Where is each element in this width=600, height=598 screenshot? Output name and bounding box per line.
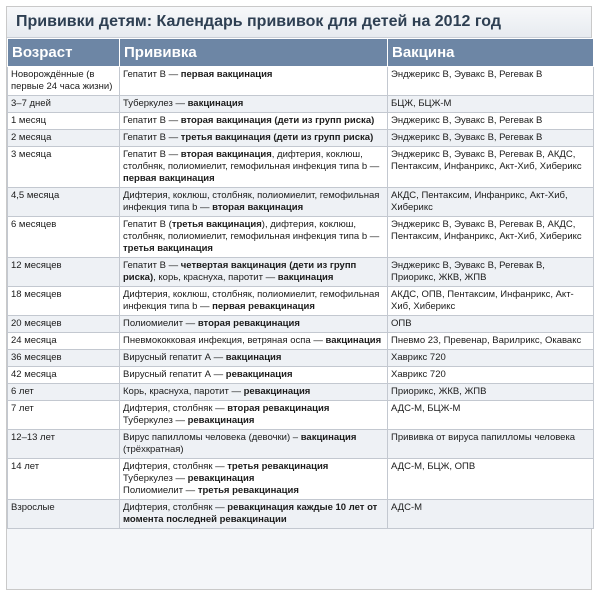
cell-vaccine: Энджерикс В, Эувакс В, Регевак В, АКДС, Пентаксим, Инфанрикс, Акт-Хиб, Хиберикс — [388, 217, 594, 258]
cell-vaccine: ОПВ — [388, 316, 594, 333]
table-row — [8, 113, 594, 130]
column-header-vaccine: Вакцина — [388, 39, 594, 67]
vaccination-stage: первая ревакцинация — [212, 301, 315, 312]
cell-age: 42 месяца — [8, 367, 120, 384]
table-row — [8, 147, 594, 188]
table-row — [8, 67, 594, 96]
cell-age: 18 месяцев — [8, 287, 120, 316]
cell-vaccination: Дифтерия, коклюш, столбняк, полиомиелит, гемофильная инфекция типа b — вторая вакцинация — [120, 188, 388, 217]
cell-vaccine: АКДС, Пентаксим, Инфанрикс, Акт-Хиб, Хиберикс — [388, 188, 594, 217]
table-row — [8, 500, 594, 529]
cell-vaccination: Гепатит B (третья вакцинация), дифтерия, коклюш, столбняк, полиомиелит, гемофильная инфекция типа b — третья вакцинация — [120, 217, 388, 258]
vaccination-stage: вторая ревакцинация — [227, 403, 330, 414]
table-row — [8, 96, 594, 113]
cell-vaccination: Полиомиелит — вторая ревакцинация — [120, 316, 388, 333]
cell-age: 3 месяца — [8, 147, 120, 188]
cell-age: 14 лет — [8, 459, 120, 500]
cell-age: 24 месяца — [8, 333, 120, 350]
cell-vaccine: Хаврикс 720 — [388, 350, 594, 367]
vaccination-stage: ревакцинация — [187, 415, 255, 426]
cell-age: 1 месяц — [8, 113, 120, 130]
cell-vaccine: БЦЖ, БЦЖ-М — [388, 96, 594, 113]
table-row — [8, 130, 594, 147]
table-row — [8, 459, 594, 500]
cell-age: 6 месяцев — [8, 217, 120, 258]
table-row — [8, 401, 594, 430]
cell-vaccine: Энджерикс В, Эувакс В, Регевак В, Приорикс, ЖКВ, ЖПВ — [388, 258, 594, 287]
cell-vaccination: Вирусный гепатит А — ревакцинация — [120, 367, 388, 384]
cell-vaccination: Дифтерия, столбняк — вторая ревакцинация Туберкулез — ревакцинация — [120, 401, 388, 430]
cell-vaccine: АДС-М, БЦЖ-М — [388, 401, 594, 430]
vaccination-stage: ревакцинация каждые 10 лет от момента последней ревакцинации — [123, 502, 378, 525]
vaccination-stage: третья ревакцинация — [227, 461, 329, 472]
vaccination-stage: вакцинация — [325, 335, 382, 346]
vaccination-stage: вакцинация — [225, 352, 282, 363]
cell-age: 7 лет — [8, 401, 120, 430]
cell-vaccination: Вирусный гепатит А — вакцинация — [120, 350, 388, 367]
cell-vaccination: Гепатит B — вторая вакцинация, дифтерия, коклюш, столбняк, полиомиелит, гемофильная инфекция типа b — первая вакцинация — [120, 147, 388, 188]
cell-vaccination: Дифтерия, столбняк — третья ревакцинация Туберкулез — ревакцинация Полиомиелит — третья ревакцинация — [120, 459, 388, 500]
column-header-age: Возраст — [8, 39, 120, 67]
vaccination-stage: первая вакцинация — [180, 69, 273, 80]
vaccination-stage: первая вакцинация — [123, 173, 215, 184]
vaccination-stage: ревакцинация — [187, 473, 255, 484]
cell-vaccination: Гепатит B — третья вакцинация (дети из групп риска) — [120, 130, 388, 147]
vaccination-calendar — [6, 6, 592, 590]
table-row — [8, 188, 594, 217]
page-title: Прививки детям: Календарь прививок для детей на 2012 год — [7, 7, 591, 38]
cell-age: 20 месяцев — [8, 316, 120, 333]
cell-vaccination: Корь, краснуха, паротит — ревакцинация — [120, 384, 388, 401]
cell-vaccination: Гепатит B — вторая вакцинация (дети из групп риска) — [120, 113, 388, 130]
cell-vaccination: Туберкулез — вакцинация — [120, 96, 388, 113]
vaccination-stage: вторая вакцинация — [212, 202, 304, 213]
table-row — [8, 316, 594, 333]
cell-vaccine: Хаврикс 720 — [388, 367, 594, 384]
cell-vaccine: Энджерикс В, Эувакс В, Регевак В — [388, 67, 594, 96]
vaccination-stage: вторая вакцинация (дети из групп риска) — [180, 115, 375, 126]
table-body — [8, 67, 594, 529]
vaccination-stage: третья ревакцинация — [197, 485, 299, 496]
column-header-vaccination: Прививка — [120, 39, 388, 67]
table-header-row — [8, 39, 594, 67]
cell-age: Новорождённые (в первые 24 часа жизни) — [8, 67, 120, 96]
table-row — [8, 333, 594, 350]
vaccination-stage: третья вакцинация — [123, 243, 213, 254]
cell-vaccine: Пневмо 23, Превенар, Варилрикс, Окавакс — [388, 333, 594, 350]
cell-age: 12–13 лет — [8, 430, 120, 459]
table-row — [8, 367, 594, 384]
cell-vaccination: Пневмококковая инфекция, ветряная оспа — вакцинация — [120, 333, 388, 350]
cell-vaccination: Дифтерия, столбняк — ревакцинация каждые 10 лет от момента последней ревакцинации — [120, 500, 388, 529]
vaccination-stage: четвертая вакцинация (дети из групп риска) — [123, 260, 357, 283]
cell-vaccination: Дифтерия, коклюш, столбняк, полиомиелит, гемофильная инфекция типа b — первая ревакцинация — [120, 287, 388, 316]
table-row — [8, 384, 594, 401]
cell-age: 3–7 дней — [8, 96, 120, 113]
table-row — [8, 258, 594, 287]
cell-age: 36 месяцев — [8, 350, 120, 367]
vaccination-stage: вакцинация — [300, 432, 357, 443]
vaccination-stage: вторая ревакцинация — [197, 318, 300, 329]
cell-vaccination: Гепатит B — первая вакцинация — [120, 67, 388, 96]
cell-vaccination: Гепатит B — четвертая вакцинация (дети из групп риска), корь, краснуха, паротит — вакцинация — [120, 258, 388, 287]
cell-age: 6 лет — [8, 384, 120, 401]
cell-vaccine: АКДС, ОПВ, Пентаксим, Инфанрикс, Акт-Хиб, Хиберикс — [388, 287, 594, 316]
table-row — [8, 287, 594, 316]
cell-age: 4,5 месяца — [8, 188, 120, 217]
cell-vaccine: АДС-М — [388, 500, 594, 529]
cell-vaccine: Энджерикс В, Эувакс В, Регевак В, АКДС, Пентаксим, Инфанрикс, Акт-Хиб, Хиберикс — [388, 147, 594, 188]
vaccination-table — [7, 38, 594, 529]
vaccination-stage: вакцинация — [187, 98, 244, 109]
cell-vaccine: Энджерикс В, Эувакс В, Регевак В — [388, 113, 594, 130]
vaccination-stage: третья вакцинация (дети из групп риска) — [180, 132, 374, 143]
cell-age: Взрослые — [8, 500, 120, 529]
cell-vaccine: Прививка от вируса папилломы человека — [388, 430, 594, 459]
vaccination-stage: третья вакцинация — [171, 219, 262, 230]
cell-vaccine: АДС-М, БЦЖ, ОПВ — [388, 459, 594, 500]
table-row — [8, 217, 594, 258]
cell-vaccine: Приорикс, ЖКВ, ЖПВ — [388, 384, 594, 401]
cell-age: 12 месяцев — [8, 258, 120, 287]
table-row — [8, 350, 594, 367]
vaccination-stage: вторая вакцинация — [180, 149, 272, 160]
table-row — [8, 430, 594, 459]
vaccination-stage: ревакцинация — [225, 369, 293, 380]
vaccination-stage: ревакцинация — [243, 386, 311, 397]
cell-vaccine: Энджерикс В, Эувакс В, Регевак В — [388, 130, 594, 147]
cell-age: 2 месяца — [8, 130, 120, 147]
vaccination-stage: вакцинация — [277, 272, 334, 283]
cell-vaccination: Вирус папилломы человека (девочки) – вакцинация (трёхкратная) — [120, 430, 388, 459]
